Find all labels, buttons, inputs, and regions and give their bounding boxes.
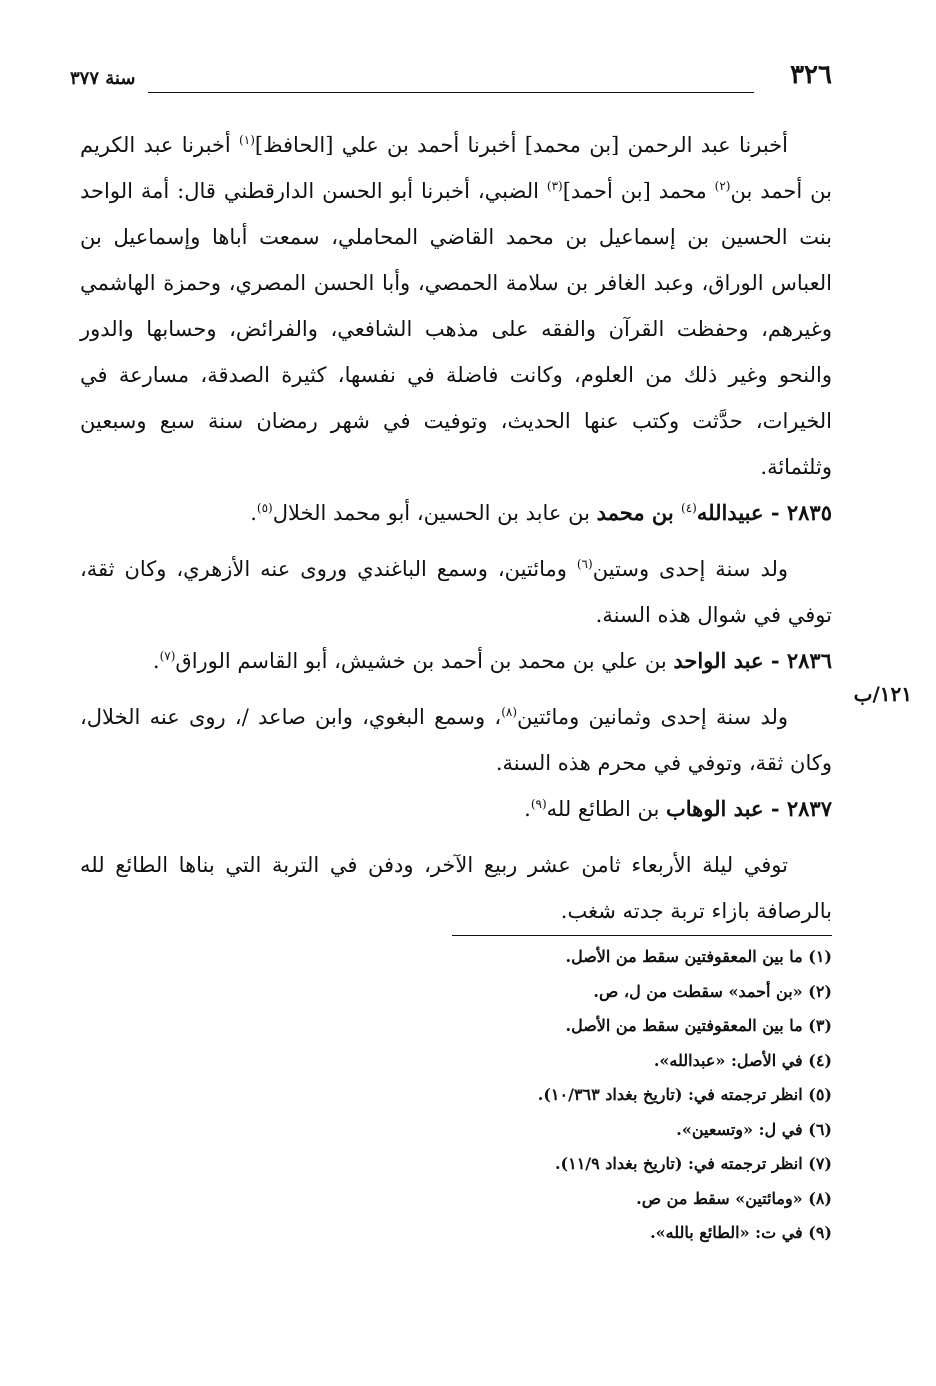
running-head: سنة ٣٧٧ <box>70 68 136 89</box>
entry-2837-heading: ٢٨٣٧ - عبد الوهاب بن الطائع لله$^{(٩)}$. <box>524 796 832 821</box>
footnote: (٦) في ل: «وتسعين». <box>676 1119 832 1139</box>
footnote-ref: (٦) <box>576 557 593 571</box>
footnote-ref: (٣) <box>546 179 563 193</box>
footnote: (٨) «ومائتين» سقط من ص. <box>636 1188 832 1208</box>
footnotes <box>80 940 832 1251</box>
footnote-separator <box>452 935 832 936</box>
footnote: (٩) في ت: «الطائع بالله». <box>650 1223 832 1242</box>
footnote: (٥) انظر ترجمته في: (تاريخ بغداد ١٠/٣٦٣). <box>537 1085 832 1104</box>
footnote-ref: (٥) <box>256 501 273 515</box>
entry-2836-body: ولد سنة إحدى وثمانين ومائتين$^{(٨)}$، وسمع البغوي، وابن صاعد /، روى عنه الخلال، وكان ثقة، وتوفي في محرم هذه السنة. <box>80 705 832 775</box>
entry-2835-body: ولد سنة إحدى وستين$^{(٦)}$ ومائتين، وسمع الباغندي وروى عنه الأزهري، وكان ثقة، توفي في شوال هذه السنة. <box>80 557 832 627</box>
footnote-ref: (٩) <box>530 797 547 811</box>
manuscript-folio-marker: ١٢١/ب <box>853 682 912 706</box>
footnote: (٧) انظر ترجمته في: (تاريخ بغداد ١١/٩). <box>554 1154 832 1173</box>
paragraph-narration: أخبرنا عبد الرحمن [بن محمد] أخبرنا أحمد بن علي [الحافظ]$^{(١)}$ أخبرنا عبد الكريم بن أحمد بن$^{(٢)}$ محمد [بن أحمد]$^{(٣)}$ الضبي، أخبرنا أبو الحسن الدارقطني قال: أمة الواحد بنت الحسين بن إسماعيل بن محمد القاضي المحاملي، سمعت أباها وإسماعيل بن العباس الوراق، وعبد الغافر بن سلامة الحمصي، وأبا الحسن المصري، وحمزة الهاشمي وغيرهم، وحفظت القرآن والفقه على مذهب الشافعي، والفرائض، وحسابها والدور والنحو وغير ذلك من العلوم، وكانت فاضلة في نفسها، كثيرة الصدقة، مسارعة في الخيرات، حدَّثت وكتب عنها الحديث، وتوفيت في شهر رمضان سنة سبع وسبعين وثلثمائة. <box>80 133 833 479</box>
footnote: (٢) «بن أحمد» سقطت من ل، ص. <box>593 981 832 1001</box>
footnote-ref: (٤) <box>681 501 697 515</box>
footnote: (١) ما بين المعقوفتين سقط من الأصل. <box>565 947 832 966</box>
entry-2835-heading: ٢٨٣٥ - عبيدالله$^{(٤)}$ بن محمد بن عابد بن الحسين، أبو محمد الخلال$^{(٥)}$. <box>250 500 832 525</box>
page-header <box>70 60 832 100</box>
entry-2836-heading: ٢٨٣٦ - عبد الواحد بن علي بن محمد بن أحمد بن خشيش، أبو القاسم الوراق$^{(٧)}$. <box>152 648 832 673</box>
page-number: ٣٢٦ <box>790 60 832 90</box>
footnote-ref: (٨) <box>501 705 518 719</box>
footnote-ref: (١) <box>239 133 255 147</box>
footnote-ref: (٧) <box>159 649 176 663</box>
footnote-ref: (٢) <box>714 179 731 193</box>
footnote: (٣) ما بين المعقوفتين سقط من الأصل. <box>565 1016 832 1035</box>
header-rule <box>148 92 754 93</box>
entry-2837-body: توفي ليلة الأربعاء ثامن عشر ربيع الآخر، ودفن في التربة التي بناها الطائع لله بالرصافة بازاء تربة جدته شغب. <box>80 853 832 923</box>
main-text <box>80 122 832 934</box>
footnote: (٤) في الأصل: «عبدالله». <box>653 1050 832 1070</box>
